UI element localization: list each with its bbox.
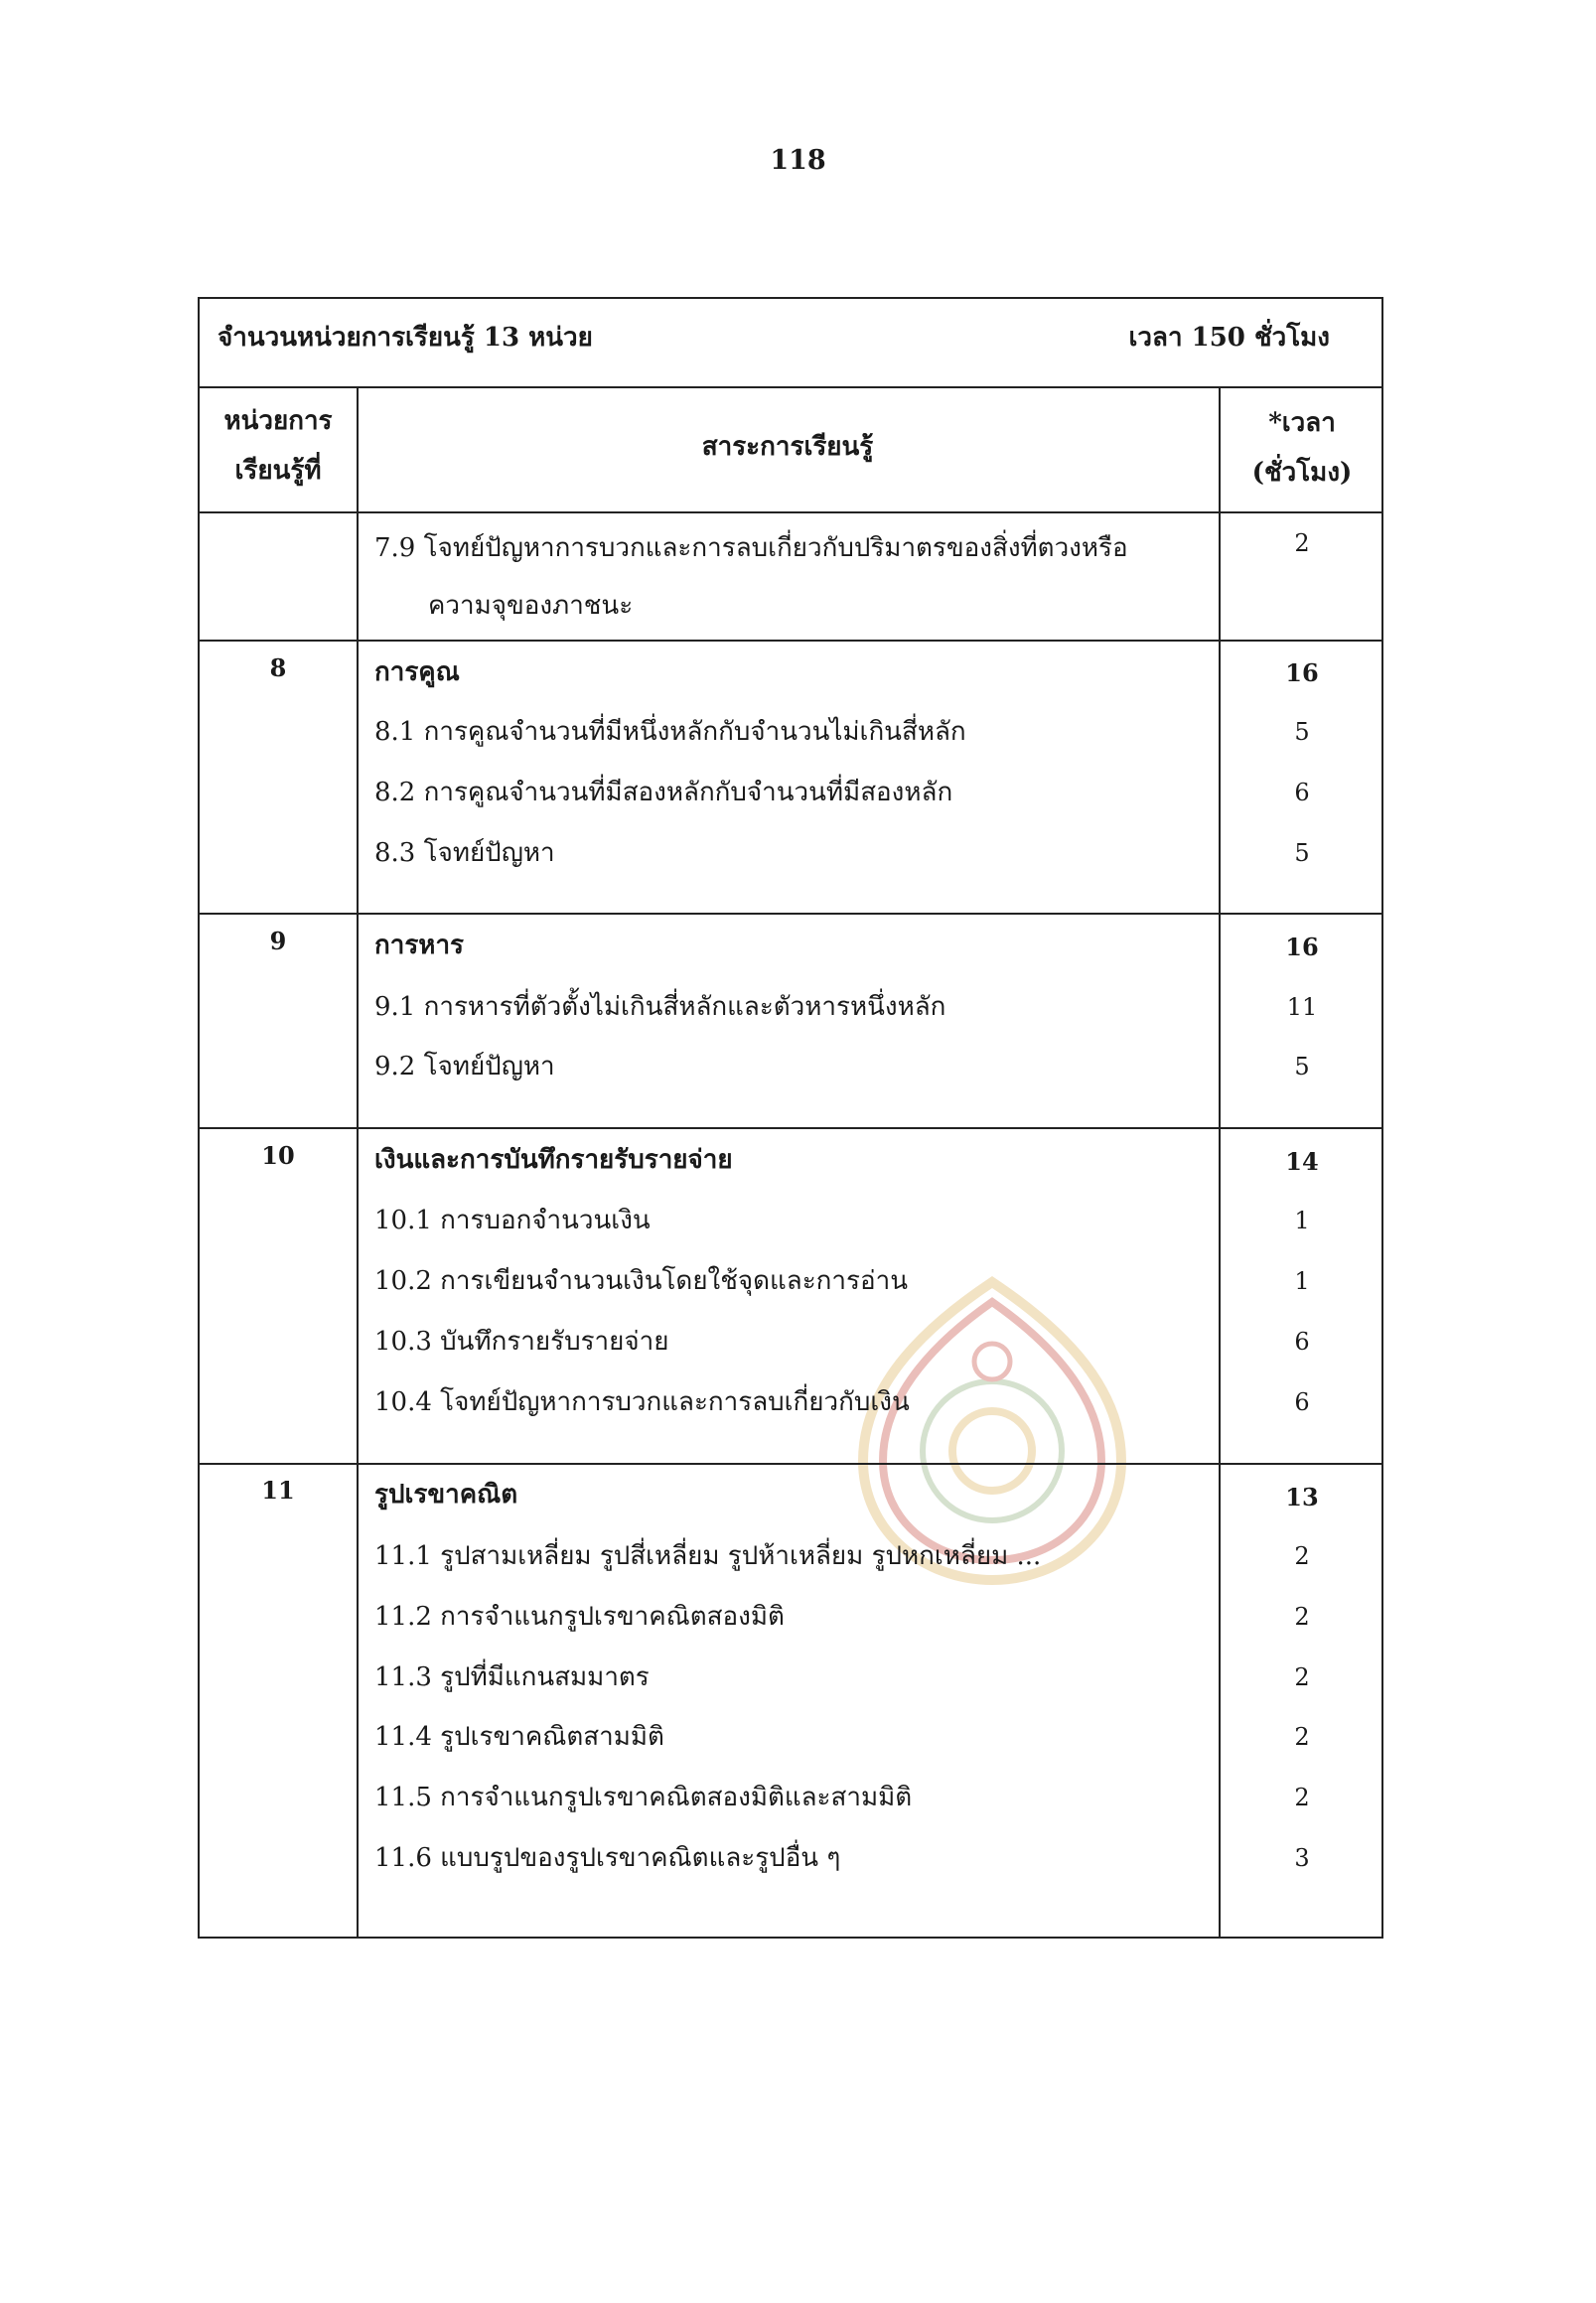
list-item: 8.3 โจทย์ปัญหา: [374, 838, 555, 868]
row-divider: [200, 913, 1381, 915]
item-hours: 1: [1294, 1207, 1310, 1234]
item-hours: 2: [1294, 529, 1310, 557]
list-item: 9.1 การหารที่ตัวตั้งไม่เกินสี่หลักและตัวหารหนึ่งหลัก: [374, 992, 946, 1022]
table-header-summary: [200, 299, 1381, 388]
list-item: 11.4 รูปเรขาคณิตสามมิติ: [374, 1722, 664, 1752]
unit-number: 8: [269, 653, 287, 682]
page-number: 118: [770, 145, 826, 176]
list-item: 9.2 โจทย์ปัญหา: [374, 1052, 555, 1081]
row-divider: [200, 640, 1381, 642]
unit-total-hours: 16: [1285, 933, 1319, 961]
column-divider: [357, 388, 359, 1937]
list-item: 11.5 การจำแนกรูปเรขาคณิตสองมิติและสามมิติ: [374, 1783, 913, 1812]
units-total: จำนวนหน่วยการเรียนรู้ 13 หน่วย: [218, 323, 593, 353]
item-hours: 5: [1294, 1053, 1310, 1080]
list-item: 11.2 การจำแนกรูปเรขาคณิตสองมิติ: [374, 1602, 785, 1632]
item-hours: 1: [1294, 1267, 1310, 1295]
list-item: 8.2 การคูณจำนวนที่มีสองหลักกับจำนวนที่มีสองหลัก: [374, 778, 953, 807]
course-structure-table: [198, 297, 1383, 1939]
item-hours: 5: [1294, 718, 1310, 746]
unit-total-hours: 14: [1285, 1147, 1319, 1176]
row-divider: [200, 1127, 1381, 1129]
item-hours: 5: [1294, 839, 1310, 867]
unit-title: การคูณ: [374, 657, 460, 687]
column-header-content: สาระการเรียนรู้: [701, 432, 874, 462]
item-hours: 2: [1294, 1542, 1310, 1570]
unit-total-hours: 16: [1285, 658, 1319, 687]
item-hours: 2: [1294, 1723, 1310, 1751]
item-hours: 6: [1294, 1328, 1310, 1356]
list-item: 8.1 การคูณจำนวนที่มีหนึ่งหลักกับจำนวนไม่เกินสี่หลัก: [374, 717, 966, 747]
time-total: เวลา 150 ชั่วโมง: [1128, 323, 1330, 353]
row-divider: [200, 1463, 1381, 1465]
unit-title: การหาร: [374, 931, 465, 960]
unit-title: เงินและการบันทึกรายรับรายจ่าย: [374, 1145, 733, 1175]
column-header-unit: หน่วยการ เรียนรู้ที่: [223, 406, 333, 486]
unit-number: 9: [269, 927, 287, 955]
item-hours: 6: [1294, 779, 1310, 806]
unit-number: 10: [261, 1141, 295, 1170]
column-header-time: *เวลา (ชั่วโมง): [1251, 408, 1353, 488]
item-hours: 2: [1294, 1603, 1310, 1631]
item-hours: 3: [1294, 1844, 1310, 1872]
item-hours: 6: [1294, 1388, 1310, 1416]
unit-number: 11: [261, 1476, 295, 1505]
list-item: 11.6 แบบรูปของรูปเรขาคณิตและรูปอื่น ๆ: [374, 1843, 841, 1873]
unit-total-hours: 13: [1285, 1483, 1319, 1511]
list-item: 10.1 การบอกจำนวนเงิน: [374, 1206, 651, 1235]
unit-title: รูปเรขาคณิต: [374, 1480, 518, 1510]
item-hours: 2: [1294, 1784, 1310, 1811]
item-hours: 2: [1294, 1663, 1310, 1691]
item-hours: 11: [1286, 993, 1318, 1021]
row-divider: [200, 511, 1381, 513]
list-item: 11.1 รูปสามเหลี่ยม รูปสี่เหลี่ยม รูปห้าเหลี่ยม รูปหกเหลี่ยม ...: [374, 1541, 1042, 1571]
list-item: 10.2 การเขียนจำนวนเงินโดยใช้จุดและการอ่าน: [374, 1266, 908, 1296]
list-item: 7.9 โจทย์ปัญหาการบวกและการลบเกี่ยวกับปริมาตรของสิ่งที่ตวงหรือ: [374, 533, 1128, 563]
list-item: 10.4 โจทย์ปัญหาการบวกและการลบเกี่ยวกับเงิน: [374, 1387, 910, 1417]
list-item: ความจุของภาชนะ: [428, 591, 634, 621]
list-item: 10.3 บันทึกรายรับรายจ่าย: [374, 1327, 669, 1357]
list-item: 11.3 รูปที่มีแกนสมมาตร: [374, 1662, 650, 1692]
